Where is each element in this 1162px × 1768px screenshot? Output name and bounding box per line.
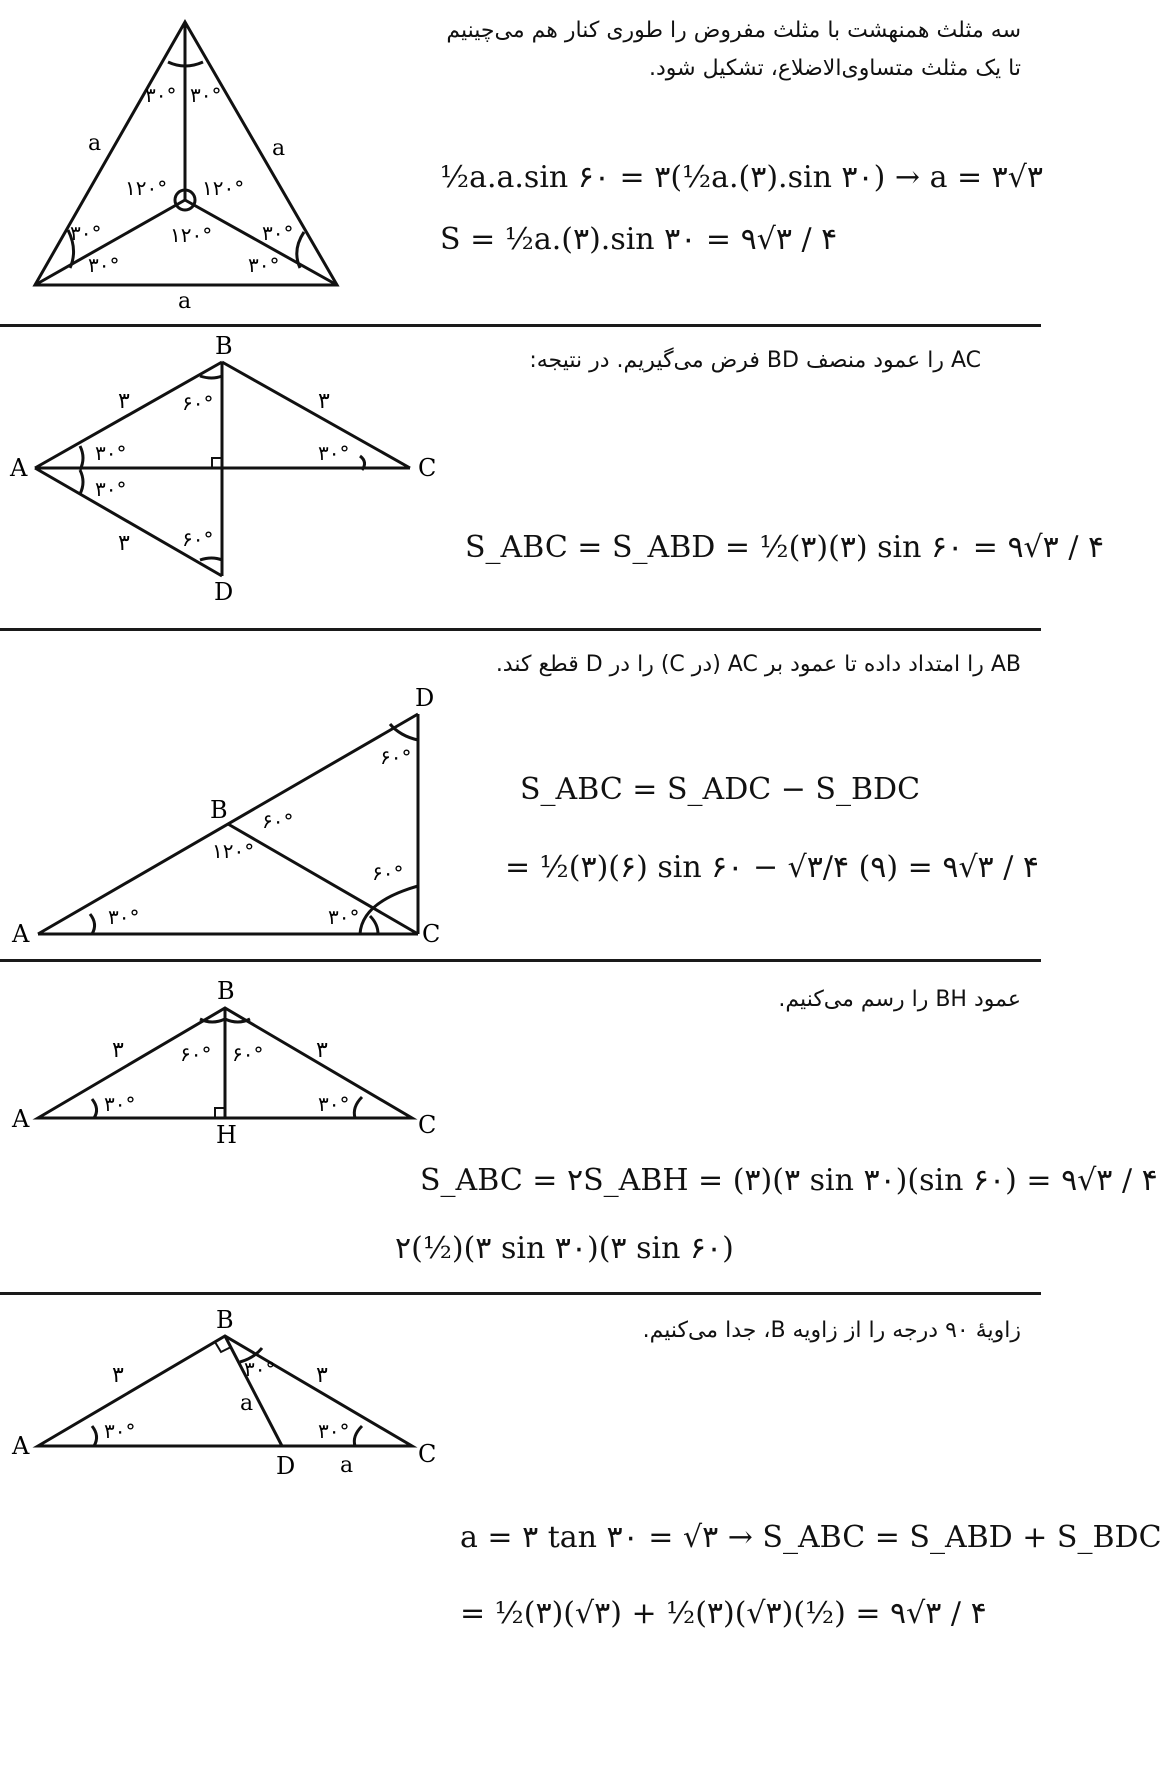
text-line: سه مثلث همنهشت با مثلث مفروض را طوری کنار هم می‌چینیم (446, 18, 1021, 43)
vertex-b: B (217, 977, 235, 1005)
side-bc: ۳ (316, 1363, 328, 1388)
text-line: AC را عمود منصف BD فرض می‌گیریم. در نتیجه: (529, 348, 981, 373)
vertex-d: D (415, 684, 435, 712)
angle-a: ۳۰° (104, 1419, 136, 1443)
vertex-a: A (12, 1432, 30, 1460)
angle-top-right: ۳۰° (190, 83, 222, 107)
vertex-c: C (418, 1111, 437, 1139)
angle-c: ۳۰° (318, 441, 350, 465)
side-bd: a (240, 1391, 254, 1416)
divider (0, 324, 1041, 327)
equation: ۲(½)(۳ sin ۳۰)(۳ sin ۶۰) (395, 1231, 734, 1266)
angle-a: ۳۰° (104, 1092, 136, 1116)
angle-center-right: ۱۲۰° (202, 176, 245, 200)
vertex-c: C (418, 454, 437, 482)
vertex-d: D (214, 578, 234, 606)
isosceles-height-figure (0, 963, 470, 1163)
extended-triangle-figure (0, 632, 470, 958)
angle-b-upper: ۶۰° (262, 809, 294, 833)
angle-center-left: ۱۲۰° (125, 176, 168, 200)
side-bc: ۳ (316, 1038, 328, 1063)
split-angle-figure (0, 1296, 470, 1596)
angle-br-2: ۳۰° (248, 253, 280, 277)
side-bottom-label: a (178, 289, 192, 314)
angle-b-right: ۶۰° (232, 1042, 264, 1066)
equation: = ½(۳)(۶) sin ۶۰ − √۳/۴ (۹) = ۹√۳ / ۴ (505, 850, 1039, 885)
vertex-d: D (276, 1452, 296, 1480)
vertex-h: H (216, 1121, 237, 1149)
section-4 (0, 963, 1158, 1291)
angle-d: ۶۰° (380, 745, 412, 769)
equilateral-figure (0, 0, 380, 322)
vertex-b: B (215, 332, 233, 360)
angle-bl-2: ۳۰° (88, 253, 120, 277)
angle-bl-1: ۳۰° (70, 221, 102, 245)
angle-b: ۶۰° (182, 391, 214, 415)
section-3 (0, 632, 1041, 958)
angle-center-bottom: ۱۲۰° (170, 223, 213, 247)
kite-figure (0, 328, 470, 628)
section-4-text (521, 981, 1021, 1019)
equation: ½a.a.sin ۶۰ = ۳(½a.(۳).sin ۳۰) → a = ۳√۳ (440, 160, 1044, 195)
divider (0, 959, 1041, 962)
side-ab: ۳ (118, 389, 130, 414)
side-bc: ۳ (318, 389, 330, 414)
side-dc: a (340, 1453, 354, 1478)
angle-a-top: ۳۰° (95, 441, 127, 465)
text-line: زاویهٔ ۹۰ درجه را از زاویه B، جدا می‌کنیم. (642, 1318, 1021, 1343)
side-ab: ۳ (112, 1363, 124, 1388)
angle-c: ۳۰° (318, 1419, 350, 1443)
equation: S_ABC = S_ABD = ½(۳)(۳) sin ۶۰ = ۹√۳ / ۴ (465, 530, 1105, 565)
angle-c-upper: ۶۰° (372, 861, 404, 885)
text-line: تا یک مثلث متساوی‌الاضلاع، تشکیل شود. (649, 56, 1021, 81)
equation: = ½(۳)(√۳) + ½(۳)(√۳)(½) = ۹√۳ / ۴ (460, 1596, 987, 1631)
section-1-text (381, 12, 1021, 88)
vertex-b: B (216, 1306, 234, 1334)
side-left-label: a (88, 131, 102, 156)
vertex-c: C (422, 920, 441, 948)
angle-a-bottom: ۳۰° (95, 477, 127, 501)
side-ad: ۳ (118, 531, 130, 556)
vertex-c: C (418, 1440, 437, 1468)
side-right-label: a (272, 136, 286, 161)
section-1 (0, 0, 1044, 322)
side-ab: ۳ (112, 1038, 124, 1063)
section-2 (0, 328, 1105, 628)
section-5-text (421, 1312, 1021, 1350)
angle-d: ۶۰° (182, 527, 214, 551)
vertex-a: A (12, 1105, 30, 1133)
section-3-text (401, 646, 1021, 684)
section-5 (0, 1296, 1162, 1768)
angle-br-1: ۳۰° (262, 221, 294, 245)
text-line: عمود BH را رسم می‌کنیم. (778, 987, 1021, 1012)
text-line: AB را امتداد داده تا عمود بر AC (در C) را در D قطع کند. (495, 652, 1021, 677)
angle-b: ۳۰° (244, 1357, 276, 1381)
angle-c-lower: ۳۰° (328, 905, 360, 929)
vertex-a: A (12, 920, 30, 948)
equation: S_ABC = ۲S_ABH = (۳)(۳ sin ۳۰)(sin ۶۰) = ۹√۳ / ۴ (420, 1163, 1158, 1198)
equation: S_ABC = S_ADC − S_BDC (520, 772, 921, 807)
equation: S = ½a.(۳).sin ۳۰ = ۹√۳ / ۴ (440, 222, 838, 257)
vertex-a: A (10, 454, 28, 482)
angle-b-left: ۶۰° (180, 1042, 212, 1066)
angle-a: ۳۰° (108, 905, 140, 929)
equation: a = ۳ tan ۳۰ = √۳ → S_ABC = S_ABD + S_BDC (460, 1520, 1162, 1555)
angle-top-left: ۳۰° (145, 83, 177, 107)
angle-b-lower: ۱۲۰° (212, 839, 255, 863)
vertex-b: B (210, 796, 228, 824)
section-2-text (421, 342, 981, 380)
divider (0, 628, 1041, 631)
divider (0, 1292, 1041, 1295)
angle-c: ۳۰° (318, 1092, 350, 1116)
